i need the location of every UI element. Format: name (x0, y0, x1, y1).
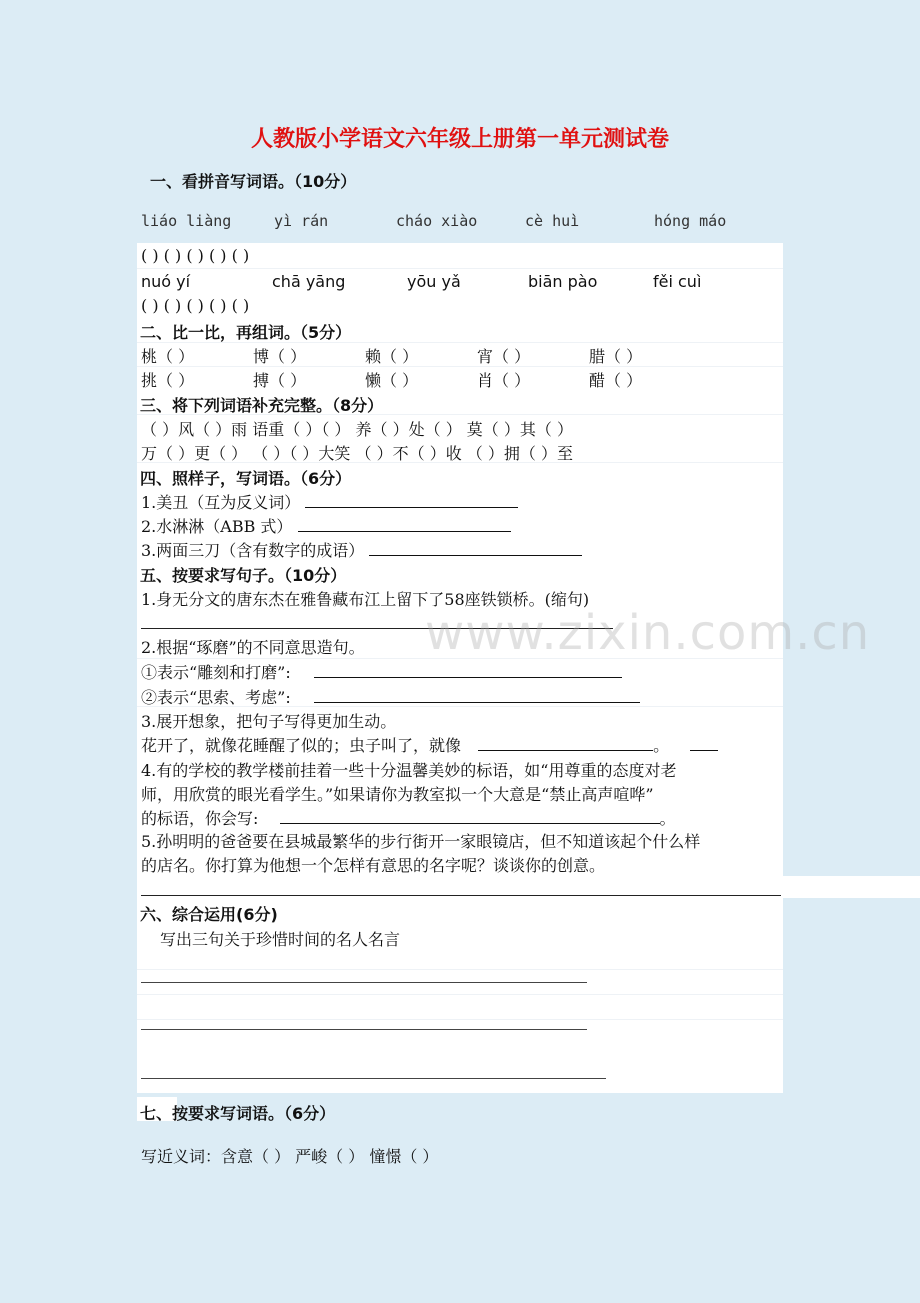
question-5-line1: 5.孙明明的爸爸要在县城最繁华的步行街开一家眼镜店，但不知道该起个什么样 (141, 832, 701, 851)
question-5-line2: 的店名。你打算为他想一个怎样有意思的名字呢？谈谈你的创意。 (141, 856, 606, 875)
section3-heading: 三、将下列词语补充完整。（8分） (140, 396, 384, 415)
synonym-line: 写近义词：含意（ ） 严峻（ ） 憧憬（ ） (141, 1147, 439, 1166)
question-3: 3.展开想象，把句子写得更加生动。 (141, 712, 397, 731)
question-4-line2: 师，用欣赏的眼光看学生。”如果请你为教室拟一个大意是“禁止高声喧哗” (141, 785, 654, 804)
compare-item: 挑（ ） (141, 371, 195, 390)
section2-heading: 二、比一比，再组词。（5分） (140, 323, 352, 342)
answer-line[interactable] (690, 736, 718, 751)
compare-item: 腊（ ） (589, 347, 643, 366)
answer-line[interactable] (141, 1078, 606, 1079)
compare-item: 懒（ ） (365, 371, 419, 390)
compare-row-1 (141, 344, 642, 367)
compare-item: 肖（ ） (477, 371, 531, 390)
question-1: 1.身无分文的唐东杰在雅鲁藏布江上留下了58座铁锁桥。(缩句) (141, 590, 590, 609)
answer-line[interactable] (314, 663, 622, 678)
compare-row-2 (141, 368, 642, 391)
pinyin-item: biān pào (528, 272, 598, 291)
compare-item: 桃（ ） (141, 347, 195, 366)
answer-line[interactable] (298, 517, 511, 532)
compare-item: 醋（ ） (589, 371, 643, 390)
answer-line[interactable] (369, 541, 582, 556)
question-2b-label: ②表示“思索、考虑”: (141, 688, 291, 707)
word-item-3 (141, 538, 582, 561)
compare-item: 搏（ ） (253, 371, 307, 390)
section1-heading: 一、看拼音写词语。（10分） (150, 172, 357, 191)
row-divider (137, 994, 783, 995)
pinyin-row-2 (141, 272, 701, 291)
pinyin-item: yì rán (274, 212, 329, 230)
answer-sheet-extension (783, 876, 920, 898)
bracket-row-2: ( ) ( ) ( ) ( ) ( ) (141, 296, 250, 315)
answer-line[interactable] (478, 736, 653, 751)
pinyin-item: cháo xiào (396, 212, 478, 230)
word-item-label: 1.美丑（互为反义词） (141, 493, 301, 512)
section6-heading: 六、综合运用(6分) (140, 905, 278, 924)
page-title: 人教版小学语文六年级上册第一单元测试卷 (250, 126, 669, 152)
sentence-end: 。 (659, 809, 676, 828)
pinyin-item: cè huì (525, 212, 580, 230)
pinyin-row-1 (141, 212, 726, 230)
pinyin-item: fěi cuì (653, 272, 702, 291)
idiom-row-2: 万（ ）更（ ） （ ）（ ）大笑 （ ）不（ ）收 （ ）拥（ ）至 (141, 444, 573, 463)
word-item-label: 3.两面三刀（含有数字的成语） (141, 541, 365, 560)
answer-line[interactable] (305, 493, 518, 508)
question-2b (141, 685, 640, 708)
section7-heading: 七、按要求写词语。（6分） (140, 1104, 336, 1123)
pinyin-item: chā yāng (272, 272, 346, 291)
question-4-line3 (141, 806, 676, 829)
question-2: 2.根据“琢磨”的不同意思造句。 (141, 638, 365, 657)
word-item-label: 2.水淋淋（ABB 式） (141, 517, 293, 536)
answer-line[interactable] (141, 1029, 587, 1030)
question-4-line1: 4.有的学校的教学楼前挂着一些十分温馨美妙的标语，如“用尊重的态度对老 (141, 761, 677, 780)
bracket-row-1: ( ) ( ) ( ) ( ) ( ) (141, 246, 250, 265)
compare-item: 宵（ ） (477, 347, 531, 366)
compare-item: 赖（ ） (365, 347, 419, 366)
answer-line[interactable] (314, 688, 640, 703)
compare-item: 博（ ） (253, 347, 307, 366)
question-4-label: 的标语，你会写: (141, 809, 259, 828)
answer-line[interactable] (141, 982, 587, 983)
section4-heading: 四、照样子，写词语。（6分） (140, 469, 352, 488)
pinyin-item: yōu yǎ (407, 272, 461, 291)
word-item-1 (141, 490, 518, 513)
question-2a (141, 660, 622, 683)
row-divider (137, 268, 783, 269)
answer-line[interactable] (280, 809, 660, 824)
sentence-end: 。 (653, 736, 670, 755)
pinyin-item: liáo liàng (141, 212, 232, 230)
question-3a (141, 733, 718, 756)
word-item-2 (141, 514, 511, 537)
answer-line[interactable] (141, 895, 781, 896)
section6-prompt: 写出三句关于珍惜时间的名人名言 (160, 930, 401, 949)
pinyin-item: nuó yí (141, 272, 191, 291)
row-divider (137, 969, 783, 970)
watermark: www.zixin.com.cn (425, 605, 871, 661)
section5-heading: 五、按要求写句子。（10分） (140, 566, 347, 585)
idiom-row-1: （ ）风（ ）雨 语重（ ）（ ） 养（ ）处（ ） 莫（ ）其（ ） (141, 420, 573, 439)
pinyin-item: hóng máo (654, 212, 727, 230)
question-3a-label: 花开了，就像花睡醒了似的；虫子叫了，就像 (141, 736, 462, 755)
question-2a-label: ①表示“雕刻和打磨”: (141, 663, 291, 682)
row-divider (137, 1019, 783, 1020)
